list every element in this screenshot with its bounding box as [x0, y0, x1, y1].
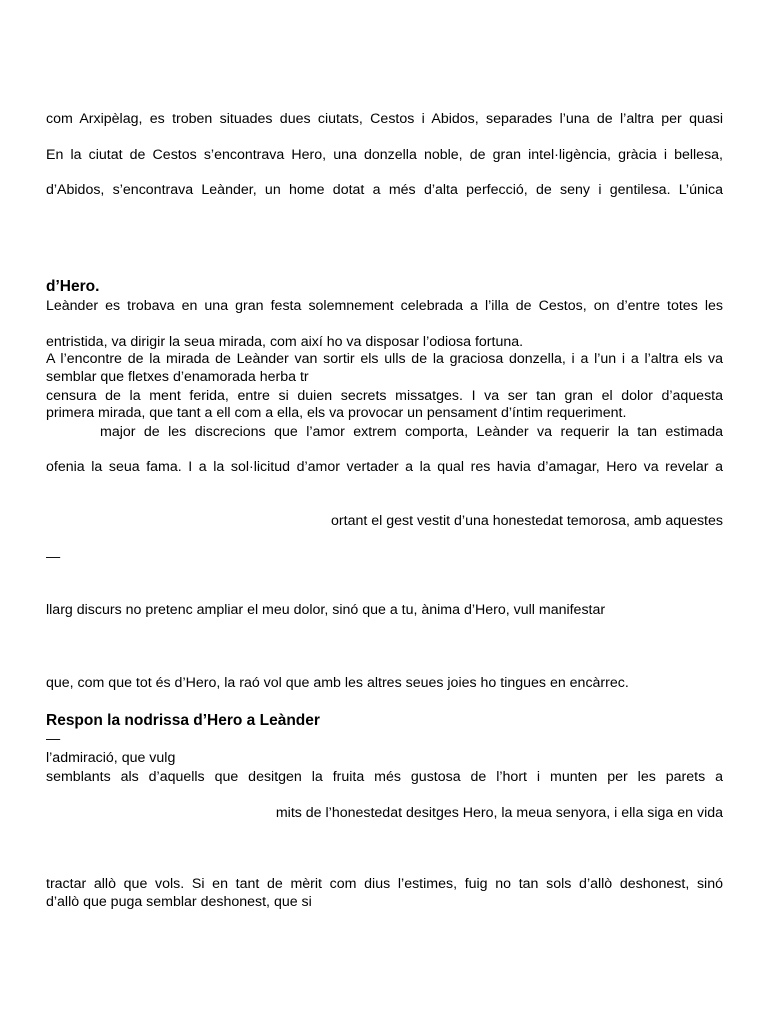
text-line: semblants als d’aquells que desitgen la fruita més gustosa de l’hort i munten per les parets a [46, 769, 723, 785]
text-line: l’admiració, que vulg [46, 750, 176, 766]
text-line: que, com que tot és d’Hero, la raó vol que amb les altres seues joies ho tingues en encàrrec. [46, 675, 629, 691]
text-line: A l’encontre de la mirada de Leànder van sortir els ulls de la graciosa donzella, i a l’un i a l’altra els va [46, 351, 723, 367]
text-line: ofenia la seua fama. I a la sol·licitud d’amor vertader a la qual res havia d’amagar, Hero va revelar a [46, 459, 723, 475]
text-line: d’allò que puga semblar deshonest, que si [46, 894, 312, 910]
dialogue-dash: — [46, 549, 61, 565]
text-line: major de les discrecions que l’amor extrem comporta, Leànder va requerir la tan estimada [100, 424, 723, 440]
text-line: ortant el gest vestit d’una honestedat temorosa, amb aquestes [331, 513, 723, 529]
text-line: primera mirada, que tant a ell com a ella, els va provocar un pensament d’íntim requeriment. [46, 405, 627, 421]
section-heading: Respon la nodrissa d’Hero a Leànder [46, 712, 320, 729]
dialogue-dash: — [46, 731, 61, 747]
text-line: semblar que fletxes d’enamorada herba tr [46, 369, 309, 385]
text-line: tractar allò que vols. Si en tant de mèrit com dius l’estimes, fuig no tan sols d’allò deshonest, sinó [46, 876, 723, 892]
text-line: entristida, va dirigir la seua mirada, com així ho va disposar l’odiosa fortuna. [46, 334, 524, 350]
text-line: d’Abidos, s’encontrava Leànder, un home dotat a més d’alta perfecció, de seny i gentilesa. L’única [46, 182, 723, 198]
text-line: Leànder es trobava en una gran festa solemnement celebrada a l’illa de Cestos, on d’entre totes les [46, 298, 723, 314]
text-line: En la ciutat de Cestos s’encontrava Hero, una donzella noble, de gran intel·ligència, gràcia i bellesa, [46, 147, 723, 163]
section-heading: d’Hero. [46, 278, 100, 295]
text-line: llarg discurs no pretenc ampliar el meu dolor, sinó que a tu, ànima d’Hero, vull manifestar [46, 602, 606, 618]
text-line: mits de l’honestedat desitges Hero, la meua senyora, i ella siga en vida [275, 805, 723, 821]
text-line: censura de la ment ferida, entre si duien secrets missatges. I va ser tan gran el dolor d’aquesta [46, 388, 723, 404]
text-line: com Arxipèlag, es troben situades dues ciutats, Cestos i Abidos, separades l’una de l’altra per quasi [46, 111, 723, 127]
